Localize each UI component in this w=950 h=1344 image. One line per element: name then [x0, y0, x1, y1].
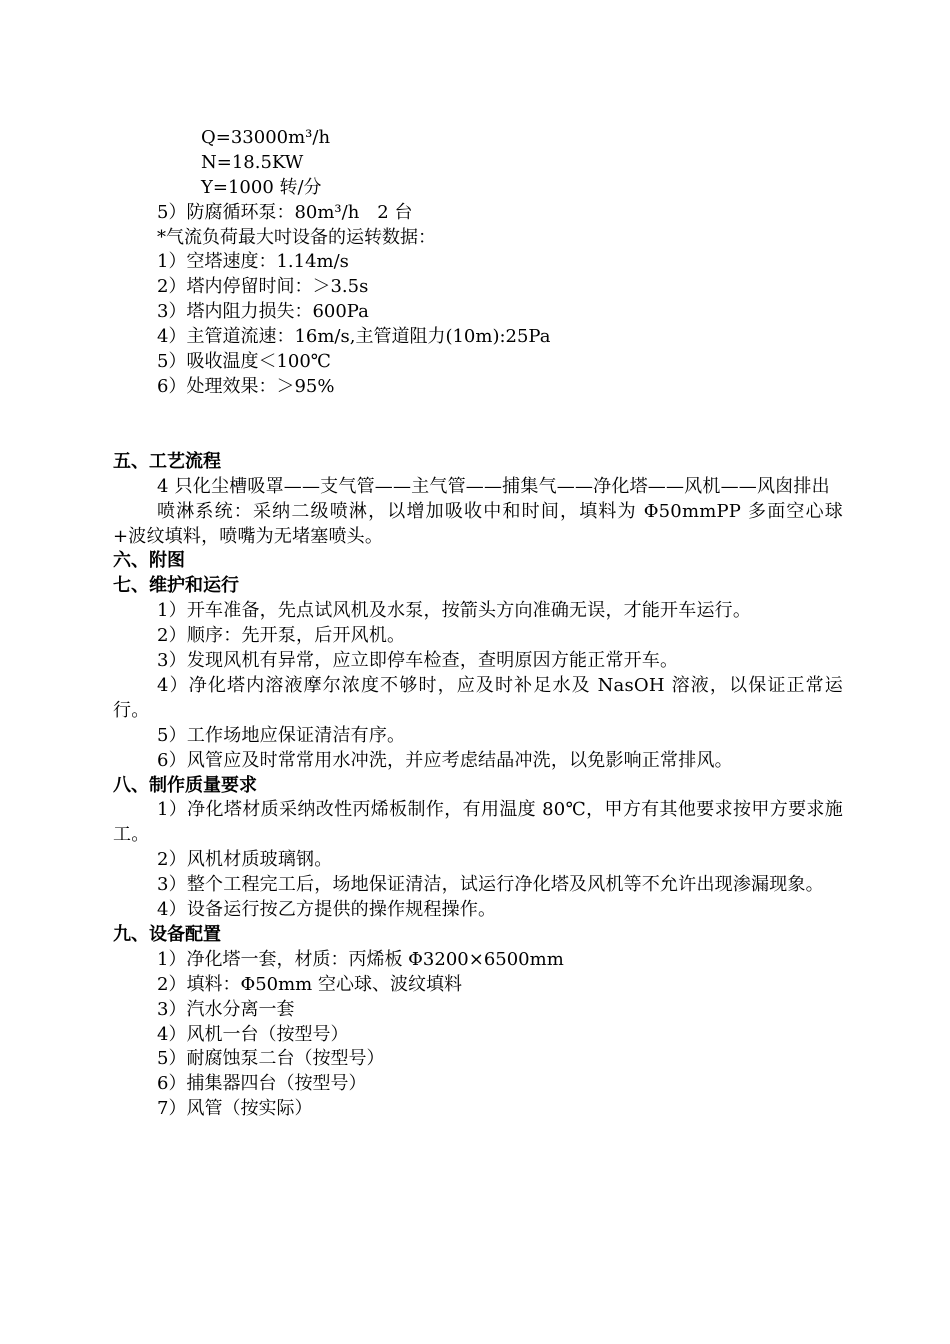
list-item: 4）风机一台（按型号） [157, 1023, 349, 1045]
list-item: 2）顺序：先开泵，后开风机。 [157, 625, 406, 647]
spec-power: N=18.5KW [201, 151, 304, 173]
max-load-item: 6）处理效果：＞95% [157, 375, 335, 397]
max-load-item: 3）塔内阻力损失：600Pa [157, 301, 369, 323]
spec-flow: Q=33000m³/h [201, 127, 331, 148]
list-item: 1）净化塔材质采纳改性丙烯板制作，有用温度 80℃，甲方有其他要求按甲方要求施工。 [113, 799, 843, 846]
pump-line: 5）防腐循环泵：80m³/h 2 台 [157, 201, 413, 223]
list-item: 2）风机材质玻璃钢。 [157, 849, 333, 871]
document-page [113, 126, 843, 1122]
spacer [113, 400, 843, 450]
list-item: 3）发现风机有异常，应立即停车检查，查明原因方能正常开车。 [157, 650, 679, 671]
paragraph: 喷淋系统：采纳二级喷淋，以增加吸收中和时间，填料为 Φ50mmPP 多面空心球+波纹填料，喷嘴为无堵塞喷头。 [113, 500, 843, 547]
max-load-item: 1）空塔速度：1.14m/s [157, 251, 349, 273]
list-item: 3）整个工程完工后，场地保证清洁，试运行净化塔及风机等不允许出现渗漏现象。 [157, 874, 824, 896]
list-item: 6）捕集器四台（按型号） [157, 1073, 367, 1095]
spec-speed: Y=1000 转/分 [201, 176, 322, 198]
list-item: 1）开车准备，先点试风机及水泵，按箭头方向准确无误，才能开车运行。 [157, 600, 752, 622]
max-load-item: 2）塔内停留时间：＞3.5s [157, 276, 369, 298]
list-item: 1）净化塔一套，材质：丙烯板 Φ3200×6500mm [157, 948, 564, 970]
list-item: 5）耐腐蚀泵二台（按型号） [157, 1048, 385, 1070]
section-heading: 五、工艺流程 [113, 450, 221, 472]
section-heading: 七、维护和运行 [113, 575, 239, 597]
list-item: 2）填料：Φ50mm 空心球、波纹填料 [157, 973, 462, 995]
max-load-item: 4）主管道流速：16m/s,主管道阻力(10m):25Pa [157, 326, 551, 348]
list-item: 6）风管应及时常常用水冲洗，并应考虑结晶冲洗，以免影响正常排风。 [157, 749, 733, 771]
max-load-item: 5）吸收温度＜100℃ [157, 351, 331, 373]
list-item: 4）净化塔内溶液摩尔浓度不够时，应及时补足水及 NasOH 溶液，以保证正常运行。 [113, 674, 843, 721]
section-heading: 八、制作质量要求 [113, 774, 257, 796]
section-heading: 九、设备配置 [113, 923, 221, 945]
list-item: 7）风管（按实际） [157, 1098, 313, 1120]
paragraph: 4 只化尘槽吸罩——支气管——主气管——捕集气——净化塔——风机——风囱排出 [157, 475, 830, 497]
list-item: 4）设备运行按乙方提供的操作规程操作。 [157, 899, 497, 921]
section-heading: 六、附图 [113, 550, 185, 572]
list-item: 3）汽水分离一套 [157, 998, 295, 1020]
max-load-title: *气流负荷最大吋设备的运转数据： [157, 226, 436, 248]
list-item: 5）工作场地应保证清洁有序。 [157, 724, 406, 746]
